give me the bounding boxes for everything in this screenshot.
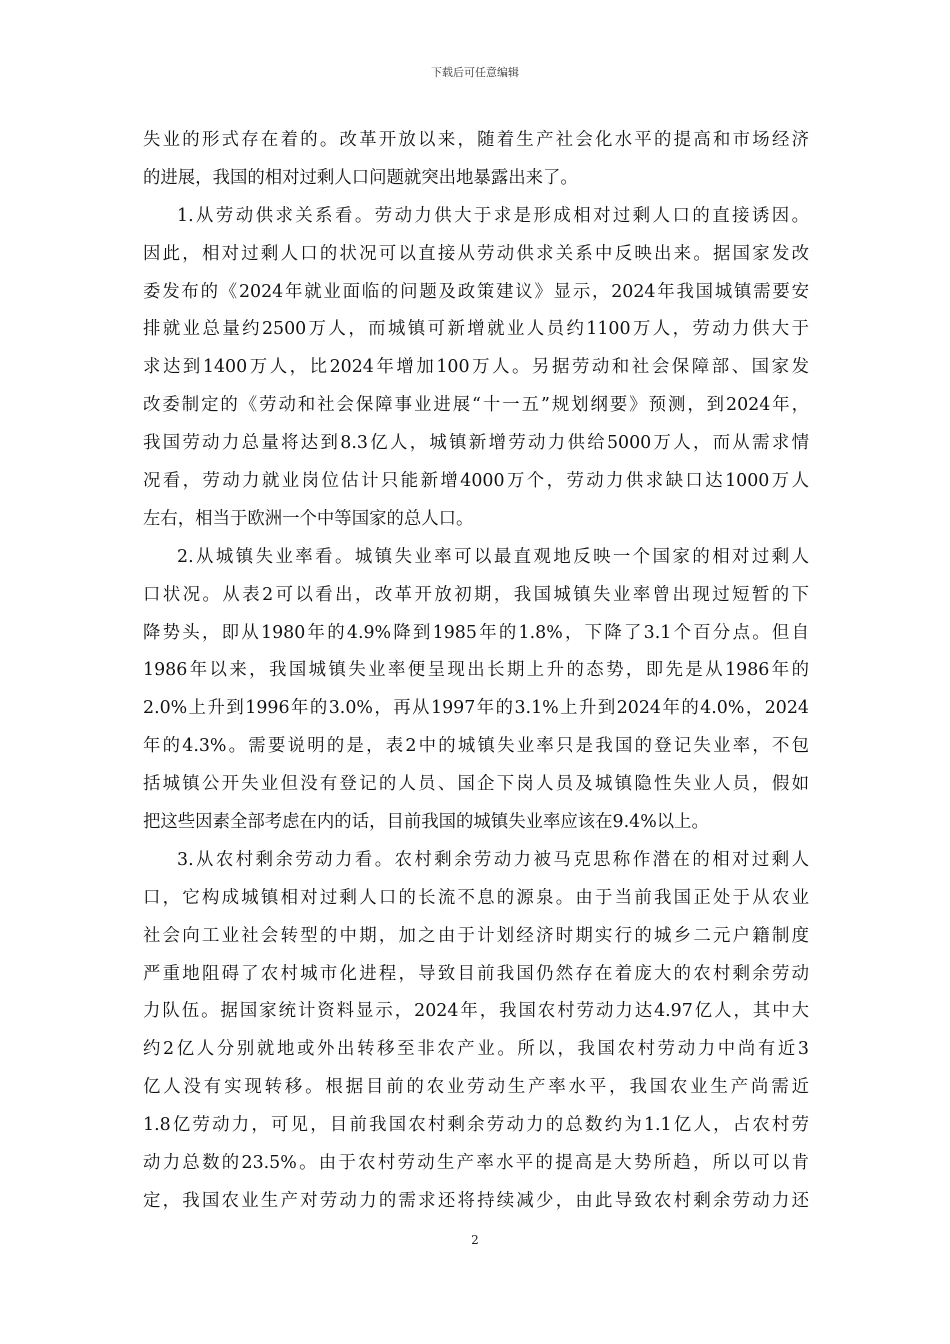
text-line: 因此，相对过剩人口的状况可以直接从劳动供求关系中反映出来。据国家发改 bbox=[143, 243, 809, 264]
text-line: 年的4.3%。需要说明的是，表2中的城镇失业率只是我国的登记失业率，不包 bbox=[143, 736, 809, 757]
text-line: 2.0%上升到1996年的3.0%，再从1997年的3.1%上升到2024年的4.0%，2024 bbox=[143, 698, 809, 719]
text-line: 动力总数的23.5%。由于农村劳动生产率水平的提高是大势所趋，所以可以肯 bbox=[143, 1153, 809, 1174]
paragraph-2-start: 2.从城镇失业率看。城镇失业率可以最直观地反映一个国家的相对过剩人 bbox=[177, 546, 809, 567]
text-line: 我国劳动力总量将达到8.3亿人，城镇新增劳动力供给5000万人，而从需求情 bbox=[143, 433, 809, 454]
text-line: 口，它构成城镇相对过剩人口的长流不息的源泉。由于当前我国正处于从农业 bbox=[143, 887, 809, 908]
text-line: 改委制定的《劳动和社会保障事业进展“十一五”规划纲要》预测，到2024年， bbox=[143, 395, 809, 416]
text-line: 把这些因素全部考虑在内的话，目前我国的城镇失业率应该在9.4%以上。 bbox=[143, 812, 709, 833]
text-line: 严重地阻碍了农村城市化进程，导致目前我国仍然存在着庞大的农村剩余劳动 bbox=[143, 963, 809, 984]
text-line: 排就业总量约2500万人，而城镇可新增就业人员约1100万人，劳动力供大于 bbox=[143, 319, 809, 340]
text-line: 口状况。从表2可以看出，改革开放初期，我国城镇失业率曾出现过短暂的下 bbox=[143, 584, 809, 605]
text-line: 降势头，即从1980年的4.9%降到1985年的1.8%，下降了3.1个百分点。但自 bbox=[143, 622, 809, 643]
paragraph-1-start: 1.从劳动供求关系看。劳动力供大于求是形成相对过剩人口的直接诱因。 bbox=[177, 205, 809, 226]
page-header: 下载后可任意编辑 bbox=[431, 66, 519, 79]
text-line: 定，我国农业生产对劳动力的需求还将持续减少，由此导致农村剩余劳动力还 bbox=[143, 1190, 809, 1211]
text-line: 约2亿人分别就地或外出转移至非农产业。所以，我国农村劳动力中尚有近3 bbox=[143, 1039, 809, 1060]
text-line: 的进展，我国的相对过剩人口问题就突出地暴露出来了。 bbox=[143, 167, 578, 188]
page-number: 2 bbox=[471, 1233, 479, 1247]
text-line: 力队伍。据国家统计资料显示，2024年，我国农村劳动力达4.97亿人，其中大 bbox=[143, 1001, 809, 1022]
text-line: 亿人没有实现转移。根据目前的农业劳动生产率水平，我国农业生产尚需近 bbox=[143, 1077, 809, 1098]
body-text bbox=[143, 122, 809, 1221]
text-line: 左右，相当于欧洲一个中等国家的总人口。 bbox=[143, 508, 474, 529]
text-line: 1986年以来，我国城镇失业率便呈现出长期上升的态势，即先是从1986年的 bbox=[143, 660, 809, 681]
text-line: 括城镇公开失业但没有登记的人员、国企下岗人员及城镇隐性失业人员，假如 bbox=[143, 774, 809, 795]
text-line: 委发布的《2024年就业面临的问题及政策建议》显示，2024年我国城镇需要安 bbox=[143, 281, 809, 302]
text-line: 况看，劳动力就业岗位估计只能新增4000万个，劳动力供求缺口达1000万人 bbox=[143, 471, 809, 492]
text-line: 失业的形式存在着的。改革开放以来，随着生产社会化水平的提高和市场经济 bbox=[143, 130, 809, 150]
text-line: 求达到1400万人，比2024年增加100万人。另据劳动和社会保障部、国家发 bbox=[143, 357, 809, 378]
paragraph-3-start: 3.从农村剩余劳动力看。农村剩余劳动力被马克思称作潜在的相对过剩人 bbox=[177, 849, 809, 870]
text-line: 社会向工业社会转型的中期，加之由于计划经济时期实行的城乡二元户籍制度 bbox=[143, 925, 809, 946]
text-line: 1.8亿劳动力，可见，目前我国农村剩余劳动力的总数约为1.1亿人，占农村劳 bbox=[143, 1115, 809, 1136]
